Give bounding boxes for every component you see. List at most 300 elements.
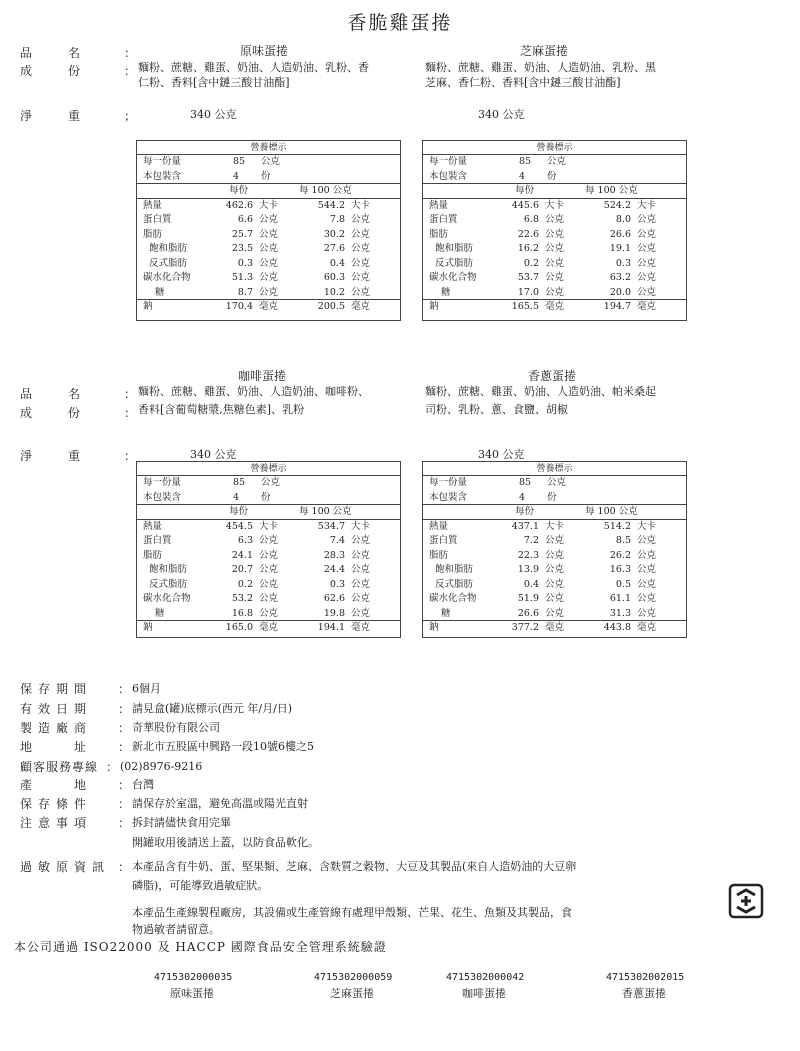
serving-label: 每一份量	[429, 477, 468, 488]
nutrition-row	[137, 607, 400, 622]
serving-value: 85	[233, 156, 246, 167]
nutrition-row	[423, 271, 686, 286]
value-per-100g: 524.2	[603, 199, 631, 211]
unit-per-serving: 公克	[545, 578, 565, 590]
unit-per-serving: 公克	[259, 607, 279, 619]
value-per-serving: 53.7	[517, 272, 539, 283]
colon: ：	[124, 406, 137, 420]
nutrient-name: 飽和脂肪	[435, 243, 474, 254]
unit-per-100g: 公克	[637, 257, 657, 269]
nutrition-row	[423, 257, 686, 272]
nutrient-name: 蛋白質	[429, 535, 458, 546]
nutrition-row	[423, 607, 686, 622]
origin-value: 台灣	[132, 778, 154, 791]
expiry-value: 請見盒(罐)底標示(西元 年/月/日)	[132, 702, 293, 715]
unit-per-100g: 毫克	[637, 301, 657, 312]
unit-per-serving: 公克	[259, 272, 279, 283]
notice-label: 注意事項	[20, 816, 93, 830]
value-per-serving: 437.1	[511, 520, 539, 532]
nutrition-column-header	[423, 505, 686, 520]
ingredients-line: 司粉、乳粉、蔥、食鹽、胡椒	[425, 403, 568, 416]
nutrition-row	[423, 242, 686, 257]
value-per-100g: 443.8	[603, 622, 631, 633]
nutrient-name: 碳水化合物	[429, 272, 477, 283]
value-per-serving: 445.6	[511, 199, 539, 211]
serving-value: 85	[233, 477, 246, 488]
nutrient-name: 糖	[441, 286, 451, 298]
unit-per-100g: 公克	[351, 272, 371, 283]
nutrient-name: 反式脂肪	[149, 578, 188, 590]
colon: ：	[124, 449, 137, 463]
barcode-product: 原味蛋捲	[170, 987, 214, 1000]
maker-label: 製造廠商	[20, 721, 93, 735]
unit-per-serving: 公克	[259, 243, 279, 254]
column-per-serving: 每份	[229, 185, 249, 196]
unit-per-100g: 公克	[637, 272, 657, 283]
nutrient-name: 碳水化合物	[143, 593, 191, 604]
serving-unit: 公克	[261, 156, 281, 167]
unit-per-100g: 公克	[351, 257, 371, 269]
unit-per-serving: 公克	[545, 549, 565, 561]
unit-per-serving: 毫克	[259, 622, 279, 633]
unit-per-100g: 公克	[637, 286, 657, 298]
colon: ：	[118, 778, 131, 792]
recycle-icon	[728, 883, 764, 919]
ingredients-line: 香料[含葡萄糖漿,焦糖色素]、乳粉	[138, 403, 305, 416]
nutrition-row	[137, 592, 400, 607]
nutrient-name: 鈉	[429, 301, 439, 312]
nutrition-header: 營養標示	[137, 462, 400, 476]
value-per-100g: 63.2	[609, 272, 631, 283]
weight-label: 淨 重	[20, 449, 81, 463]
allergen-text: 本產品含有牛奶、蛋、堅果類、芝麻、含麩質之穀物、大豆及其製品(來自人造奶油的大豆卵	[132, 860, 577, 873]
colon: ：	[118, 721, 131, 735]
nutrient-name: 蛋白質	[429, 214, 458, 225]
value-per-100g: 514.2	[603, 520, 631, 532]
shelf-life-value: 6個月	[132, 682, 161, 695]
nutrition-row	[423, 286, 686, 301]
servings-label: 本包裝含	[429, 170, 468, 182]
unit-per-100g: 公克	[637, 243, 657, 254]
unit-per-serving: 公克	[259, 564, 279, 575]
nutrition-row	[137, 549, 400, 564]
value-per-serving: 13.9	[517, 564, 539, 575]
barcode-number: 4715302002015	[606, 972, 685, 983]
servings-value: 4	[519, 491, 526, 503]
value-per-100g: 19.8	[323, 607, 345, 619]
value-per-serving: 16.8	[231, 607, 253, 619]
value-per-serving: 25.7	[231, 228, 253, 240]
nutrient-name: 鈉	[143, 622, 153, 633]
hotline-label: 顧客服務專線	[20, 760, 99, 774]
value-per-100g: 60.3	[323, 272, 345, 283]
unit-per-serving: 公克	[545, 214, 565, 225]
ingredients-line: 芝麻、香仁粉、香料[含中鏈三酸甘油酯]	[425, 76, 621, 89]
value-per-serving: 6.3	[237, 535, 253, 546]
unit-per-100g: 毫克	[351, 622, 371, 633]
servings-unit: 份	[547, 170, 557, 182]
nutrient-name: 碳水化合物	[429, 593, 477, 604]
page-title: 香脆雞蛋捲	[347, 12, 453, 34]
nutrient-name: 飽和脂肪	[435, 564, 474, 575]
product-name: 香蔥蛋捲	[528, 369, 577, 383]
unit-per-serving: 公克	[259, 549, 279, 561]
serving-label: 每一份量	[143, 156, 182, 167]
value-per-100g: 194.7	[603, 301, 631, 312]
servings-label: 本包裝含	[143, 491, 182, 503]
unit-per-serving: 公克	[545, 243, 565, 254]
nutrition-header: 營養標示	[423, 141, 686, 155]
nutrient-name: 熱量	[143, 520, 163, 532]
value-per-serving: 6.8	[523, 214, 539, 225]
nutrient-name: 熱量	[143, 199, 163, 211]
unit-per-serving: 大卡	[545, 520, 565, 532]
nutrition-row	[423, 199, 686, 214]
column-per-100g: 每 100 公克	[585, 185, 638, 196]
value-per-serving: 0.2	[523, 257, 539, 269]
value-per-serving: 51.9	[517, 593, 539, 604]
unit-per-100g: 公克	[351, 549, 371, 561]
value-per-100g: 0.3	[329, 578, 345, 590]
barcode-number: 4715302000042	[446, 972, 525, 983]
colon: ：	[106, 760, 119, 774]
barcode-product: 咖啡蛋捲	[462, 987, 506, 1000]
nutrition-serving-row	[423, 155, 686, 170]
nutrition-row	[423, 549, 686, 564]
value-per-100g: 8.5	[615, 535, 631, 546]
unit-per-100g: 公克	[637, 214, 657, 225]
nutrient-name: 飽和脂肪	[149, 564, 188, 575]
servings-unit: 份	[261, 170, 271, 182]
unit-per-serving: 公克	[259, 593, 279, 604]
unit-per-100g: 公克	[351, 286, 371, 298]
value-per-serving: 0.3	[237, 257, 253, 269]
nutrition-row	[137, 286, 400, 301]
nutrition-row	[423, 578, 686, 593]
value-per-serving: 8.7	[237, 286, 253, 298]
ingredients-line: 麵粉、蔗糖、雞蛋、奶油、人造奶油、乳粉、黑	[425, 61, 656, 74]
nutrition-row	[423, 300, 686, 315]
colon: ：	[118, 797, 131, 811]
nutrition-row	[137, 563, 400, 578]
value-per-serving: 454.5	[225, 520, 253, 532]
unit-per-serving: 毫克	[545, 301, 565, 312]
storage-value: 請保存於室溫，避免高溫或陽光直射	[132, 797, 308, 810]
serving-label: 每一份量	[143, 477, 182, 488]
value-per-100g: 28.3	[323, 549, 345, 561]
nutrition-row	[137, 242, 400, 257]
value-per-100g: 7.4	[329, 535, 345, 546]
weight-label: 淨 重	[20, 109, 81, 123]
address-label: 地 址	[20, 740, 93, 754]
nutrition-table	[136, 140, 401, 321]
unit-per-serving: 公克	[545, 228, 565, 240]
barcode-product: 芝麻蛋捲	[330, 987, 374, 1000]
nutrient-name: 鈉	[429, 622, 439, 633]
unit-per-100g: 公克	[637, 564, 657, 575]
barcode-number: 4715302000035	[154, 972, 233, 983]
unit-per-serving: 公克	[545, 607, 565, 619]
unit-per-100g: 公克	[637, 578, 657, 590]
serving-value: 85	[519, 156, 532, 167]
value-per-serving: 22.6	[517, 228, 539, 240]
nutrition-table	[136, 461, 401, 638]
nutrition-header: 營養標示	[137, 141, 400, 155]
colon: ：	[124, 64, 137, 78]
nutrition-servings-row	[423, 491, 686, 506]
unit-per-100g: 大卡	[637, 199, 657, 211]
value-per-100g: 19.1	[609, 243, 631, 254]
allergen-text: 物過敏者請留意。	[132, 923, 220, 936]
value-per-serving: 7.2	[523, 535, 539, 546]
serving-unit: 公克	[547, 156, 567, 167]
nutrient-name: 反式脂肪	[435, 257, 474, 269]
serving-value: 85	[519, 477, 532, 488]
value-per-100g: 0.5	[615, 578, 631, 590]
product-name: 芝麻蛋捲	[520, 44, 569, 58]
nutrient-name: 脂肪	[143, 549, 163, 561]
servings-unit: 份	[547, 491, 557, 503]
value-per-100g: 31.3	[609, 607, 631, 619]
value-per-serving: 0.2	[237, 578, 253, 590]
value-per-serving: 0.4	[523, 578, 539, 590]
value-per-100g: 30.2	[323, 228, 345, 240]
unit-per-100g: 大卡	[351, 199, 371, 211]
nutrition-row	[423, 534, 686, 549]
notice-value: 開罐取用後請送上蓋，以防食品軟化。	[132, 836, 319, 849]
storage-label: 保存條件	[20, 797, 93, 811]
column-per-100g: 每 100 公克	[585, 506, 638, 517]
nutrition-row	[423, 621, 686, 636]
value-per-100g: 7.8	[329, 214, 345, 225]
unit-per-100g: 毫克	[351, 301, 371, 312]
value-per-100g: 10.2	[323, 286, 345, 298]
colon: ：	[124, 387, 137, 401]
unit-per-100g: 公克	[637, 593, 657, 604]
unit-per-100g: 公克	[351, 214, 371, 225]
nutrition-row	[137, 621, 400, 636]
unit-per-100g: 公克	[351, 593, 371, 604]
product-name: 咖啡蛋捲	[238, 369, 287, 383]
unit-per-serving: 公克	[259, 535, 279, 546]
unit-per-serving: 公克	[545, 257, 565, 269]
unit-per-serving: 公克	[259, 578, 279, 590]
nutrition-row	[423, 592, 686, 607]
unit-per-100g: 公克	[351, 243, 371, 254]
servings-value: 4	[233, 491, 240, 503]
nutrition-row	[137, 520, 400, 535]
nutrition-row	[137, 578, 400, 593]
unit-per-serving: 公克	[545, 593, 565, 604]
ingredients-label: 成 份	[20, 406, 81, 420]
name-label: 品 名	[20, 387, 81, 401]
nutrition-row	[423, 520, 686, 535]
nutrient-name: 碳水化合物	[143, 272, 191, 283]
nutrition-table	[422, 140, 687, 321]
servings-value: 4	[519, 170, 526, 182]
nutrient-name: 蛋白質	[143, 535, 172, 546]
value-per-serving: 165.0	[225, 622, 253, 633]
nutrient-name: 熱量	[429, 199, 449, 211]
value-per-serving: 22.3	[517, 549, 539, 561]
nutrition-column-header	[423, 184, 686, 199]
value-per-100g: 24.4	[323, 564, 345, 575]
value-per-100g: 26.2	[609, 549, 631, 561]
nutrient-name: 脂肪	[429, 228, 449, 240]
unit-per-100g: 毫克	[637, 622, 657, 633]
unit-per-100g: 公克	[637, 228, 657, 240]
nutrition-servings-row	[423, 170, 686, 185]
ingredients-line: 麵粉、蔗糖、雞蛋、奶油、人造奶油、咖啡粉、	[138, 385, 369, 398]
value-per-100g: 8.0	[615, 214, 631, 225]
unit-per-100g: 公克	[637, 535, 657, 546]
unit-per-serving: 大卡	[259, 199, 279, 211]
notice-value: 拆封請儘快食用完畢	[132, 816, 231, 829]
column-per-serving: 每份	[229, 506, 249, 517]
nutrition-row	[137, 271, 400, 286]
nutrition-row	[423, 228, 686, 243]
unit-per-serving: 大卡	[545, 199, 565, 211]
servings-value: 4	[233, 170, 240, 182]
value-per-100g: 194.1	[317, 622, 345, 633]
unit-per-100g: 公克	[637, 607, 657, 619]
unit-per-100g: 公克	[637, 549, 657, 561]
colon: ：	[118, 682, 131, 696]
value-per-100g: 20.0	[609, 286, 631, 298]
serving-unit: 公克	[261, 477, 281, 488]
nutrition-row	[137, 213, 400, 228]
nutrient-name: 糖	[441, 607, 451, 619]
serving-unit: 公克	[547, 477, 567, 488]
unit-per-serving: 公克	[545, 286, 565, 298]
servings-unit: 份	[261, 491, 271, 503]
colon: ：	[118, 860, 131, 874]
unit-per-100g: 公克	[351, 607, 371, 619]
barcode-product: 香蔥蛋捲	[622, 987, 666, 1000]
expiry-label: 有效日期	[20, 702, 93, 716]
colon: ：	[118, 740, 131, 754]
address-value: 新北市五股區中興路一段10號6樓之5	[132, 740, 314, 753]
value-per-serving: 377.2	[511, 622, 539, 633]
nutrition-servings-row	[137, 491, 400, 506]
value-per-serving: 17.0	[517, 286, 539, 298]
nutrition-row	[423, 213, 686, 228]
allergen-label: 過敏原資訊	[20, 860, 111, 874]
value-per-100g: 534.7	[317, 520, 345, 532]
value-per-serving: 6.6	[237, 214, 253, 225]
value-per-serving: 165.5	[511, 301, 539, 312]
value-per-serving: 51.3	[231, 272, 253, 283]
servings-label: 本包裝含	[429, 491, 468, 503]
nutrient-name: 反式脂肪	[149, 257, 188, 269]
unit-per-serving: 公克	[545, 535, 565, 546]
nutrition-row	[137, 257, 400, 272]
net-weight: 340 公克	[478, 448, 525, 461]
value-per-100g: 544.2	[317, 199, 345, 211]
nutrition-row	[137, 228, 400, 243]
value-per-100g: 0.4	[329, 257, 345, 269]
value-per-100g: 62.6	[323, 593, 345, 604]
unit-per-serving: 公克	[259, 286, 279, 298]
nutrient-name: 熱量	[429, 520, 449, 532]
product-name: 原味蛋捲	[240, 44, 289, 58]
colon: ：	[118, 816, 131, 830]
nutrition-row	[137, 199, 400, 214]
nutrient-name: 蛋白質	[143, 214, 172, 225]
unit-per-serving: 公克	[259, 257, 279, 269]
nutrition-serving-row	[137, 155, 400, 170]
value-per-serving: 26.6	[517, 607, 539, 619]
servings-label: 本包裝含	[143, 170, 182, 182]
nutrient-name: 糖	[155, 286, 165, 298]
unit-per-100g: 大卡	[351, 520, 371, 532]
column-per-100g: 每 100 公克	[299, 506, 352, 517]
value-per-serving: 16.2	[517, 243, 539, 254]
nutrient-name: 飽和脂肪	[149, 243, 188, 254]
nutrient-name: 糖	[155, 607, 165, 619]
unit-per-100g: 公克	[351, 535, 371, 546]
nutrient-name: 反式脂肪	[435, 578, 474, 590]
colon: ：	[124, 46, 137, 60]
allergen-text: 本產品生產線製程廠房，其設備或生產管線有處理甲殼類、芒果、花生、魚類及其製品，食	[132, 906, 572, 919]
column-per-serving: 每份	[515, 506, 535, 517]
nutrition-row	[137, 300, 400, 315]
net-weight: 340 公克	[190, 448, 237, 461]
maker-value: 奇華股份有限公司	[132, 721, 220, 734]
value-per-100g: 61.1	[609, 593, 631, 604]
nutrition-row	[423, 563, 686, 578]
colon: ：	[118, 702, 131, 716]
ingredients-line: 仁粉、香料[含中鏈三酸甘油酯]	[138, 76, 290, 89]
unit-per-100g: 公克	[351, 578, 371, 590]
nutrition-servings-row	[137, 170, 400, 185]
unit-per-serving: 公克	[545, 272, 565, 283]
value-per-serving: 170.4	[225, 301, 253, 312]
column-per-serving: 每份	[515, 185, 535, 196]
unit-per-100g: 公克	[351, 564, 371, 575]
barcode-number: 4715302000059	[314, 972, 393, 983]
nutrition-serving-row	[423, 476, 686, 491]
nutrient-name: 脂肪	[143, 228, 163, 240]
value-per-100g: 200.5	[317, 301, 345, 312]
nutrition-serving-row	[137, 476, 400, 491]
nutrition-column-header	[137, 184, 400, 199]
value-per-100g: 16.3	[609, 564, 631, 575]
unit-per-serving: 公克	[259, 214, 279, 225]
value-per-serving: 20.7	[231, 564, 253, 575]
nutrition-row	[137, 534, 400, 549]
certification: 本公司通過 ISO22000 及 HACCP 國際食品安全管理系統驗證	[14, 940, 387, 954]
column-per-100g: 每 100 公克	[299, 185, 352, 196]
allergen-text: 磷脂)，可能導致過敏症狀。	[132, 879, 269, 892]
net-weight: 340 公克	[478, 108, 525, 121]
value-per-100g: 0.3	[615, 257, 631, 269]
unit-per-serving: 毫克	[545, 622, 565, 633]
unit-per-serving: 公克	[545, 564, 565, 575]
origin-label: 產 地	[20, 778, 93, 792]
value-per-serving: 53.2	[231, 593, 253, 604]
value-per-serving: 24.1	[231, 549, 253, 561]
unit-per-serving: 公克	[259, 228, 279, 240]
ingredients-line: 麵粉、蔗糖、雞蛋、奶油、人造奶油、乳粉、香	[138, 61, 369, 74]
nutrient-name: 脂肪	[429, 549, 449, 561]
hotline-value: (02)8976-9216	[120, 760, 203, 773]
serving-label: 每一份量	[429, 156, 468, 167]
ingredients-label: 成 份	[20, 64, 81, 78]
nutrition-header: 營養標示	[423, 462, 686, 476]
value-per-serving: 23.5	[231, 243, 253, 254]
shelf-life-label: 保存期間	[20, 682, 93, 696]
